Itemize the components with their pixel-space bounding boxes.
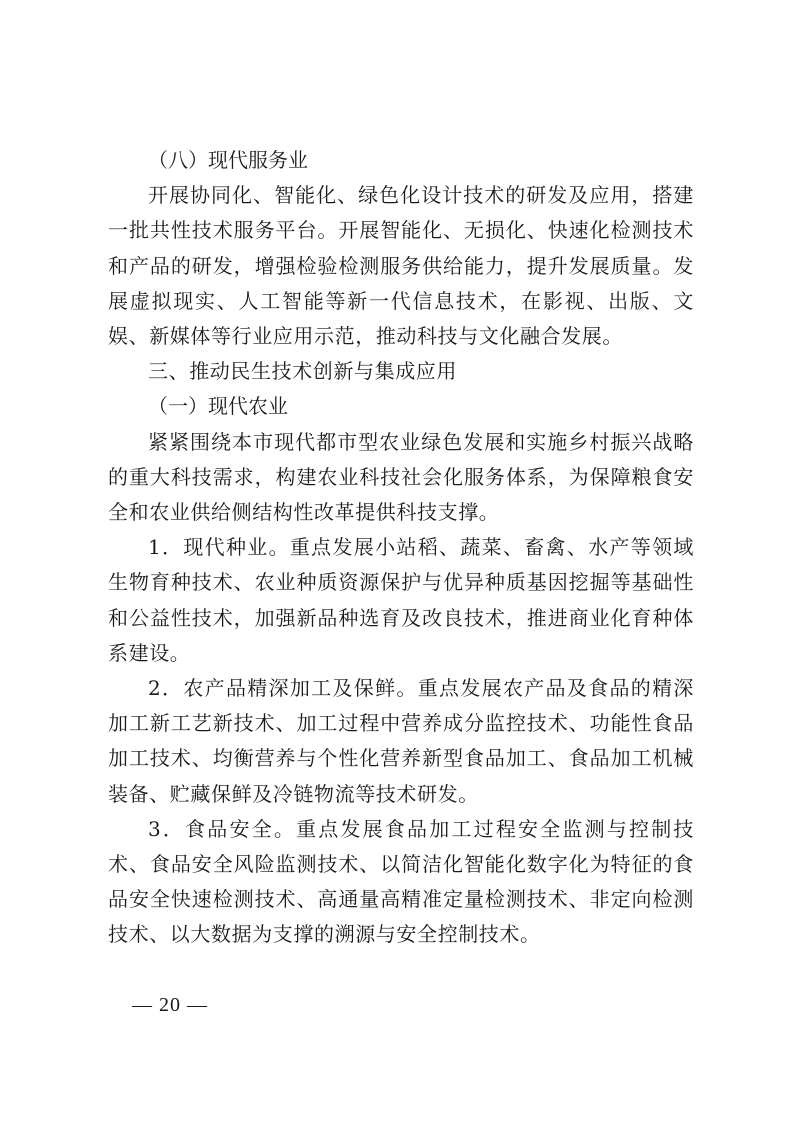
document-body bbox=[108, 143, 694, 953]
paragraph-deep-processing: 2．农产品精深加工及保鲜。重点发展农产品及食品的精深加工新工艺新技术、加工过程中营养成分监控技术、功能性食品加工技术、均衡营养与个性化营养新型食品加工、食品加工机械装备、贮藏保鲜及冷链物流等技术研发。 bbox=[108, 676, 694, 806]
paragraph-agriculture-intro: 紧紧围绕本市现代都市型农业绿色发展和实施乡村振兴战略的重大科技需求，构建农业科技社会化服务体系，为保障粮食安全和农业供给侧结构性改革提供科技支撑。 bbox=[108, 429, 694, 525]
page-number: — 20 — bbox=[132, 994, 208, 1016]
paragraph-food-safety: 3．食品安全。重点发展食品加工过程安全监测与控制技术、食品安全风险监测技术、以简洁化智能化数字化为特征的食品安全快速检测技术、高通量高精准定量检测技术、非定向检测技术、以大数据为支撑的溯源与安全控制技术。 bbox=[108, 816, 694, 947]
subheading-modern-services: （八）现代服务业 bbox=[148, 148, 308, 172]
heading-section-three: 三、推动民生技术创新与集成应用 bbox=[148, 359, 457, 384]
subheading-modern-agriculture: （一）现代农业 bbox=[148, 394, 288, 419]
paragraph-seed-industry: 1．现代种业。重点发展小站稻、蔬菜、畜禽、水产等领域生物育种技术、农业种质资源保护与优异种质基因挖掘等基础性和公益性技术，加强新品种选育及改良技术，推进商业化育种体系建设。 bbox=[108, 535, 694, 665]
paragraph-modern-services: 开展协同化、智能化、绿色化设计技术的研发及应用，搭建一批共性技术服务平台。开展智能化、无损化、快速化检测技术和产品的研发，增强检验检测服务供给能力，提升发展质量。发展虚拟现实、人工智能等新一代信息技术，在影视、出版、文娱、新媒体等行业应用示范，推动科技与文化融合发展。 bbox=[108, 183, 694, 349]
